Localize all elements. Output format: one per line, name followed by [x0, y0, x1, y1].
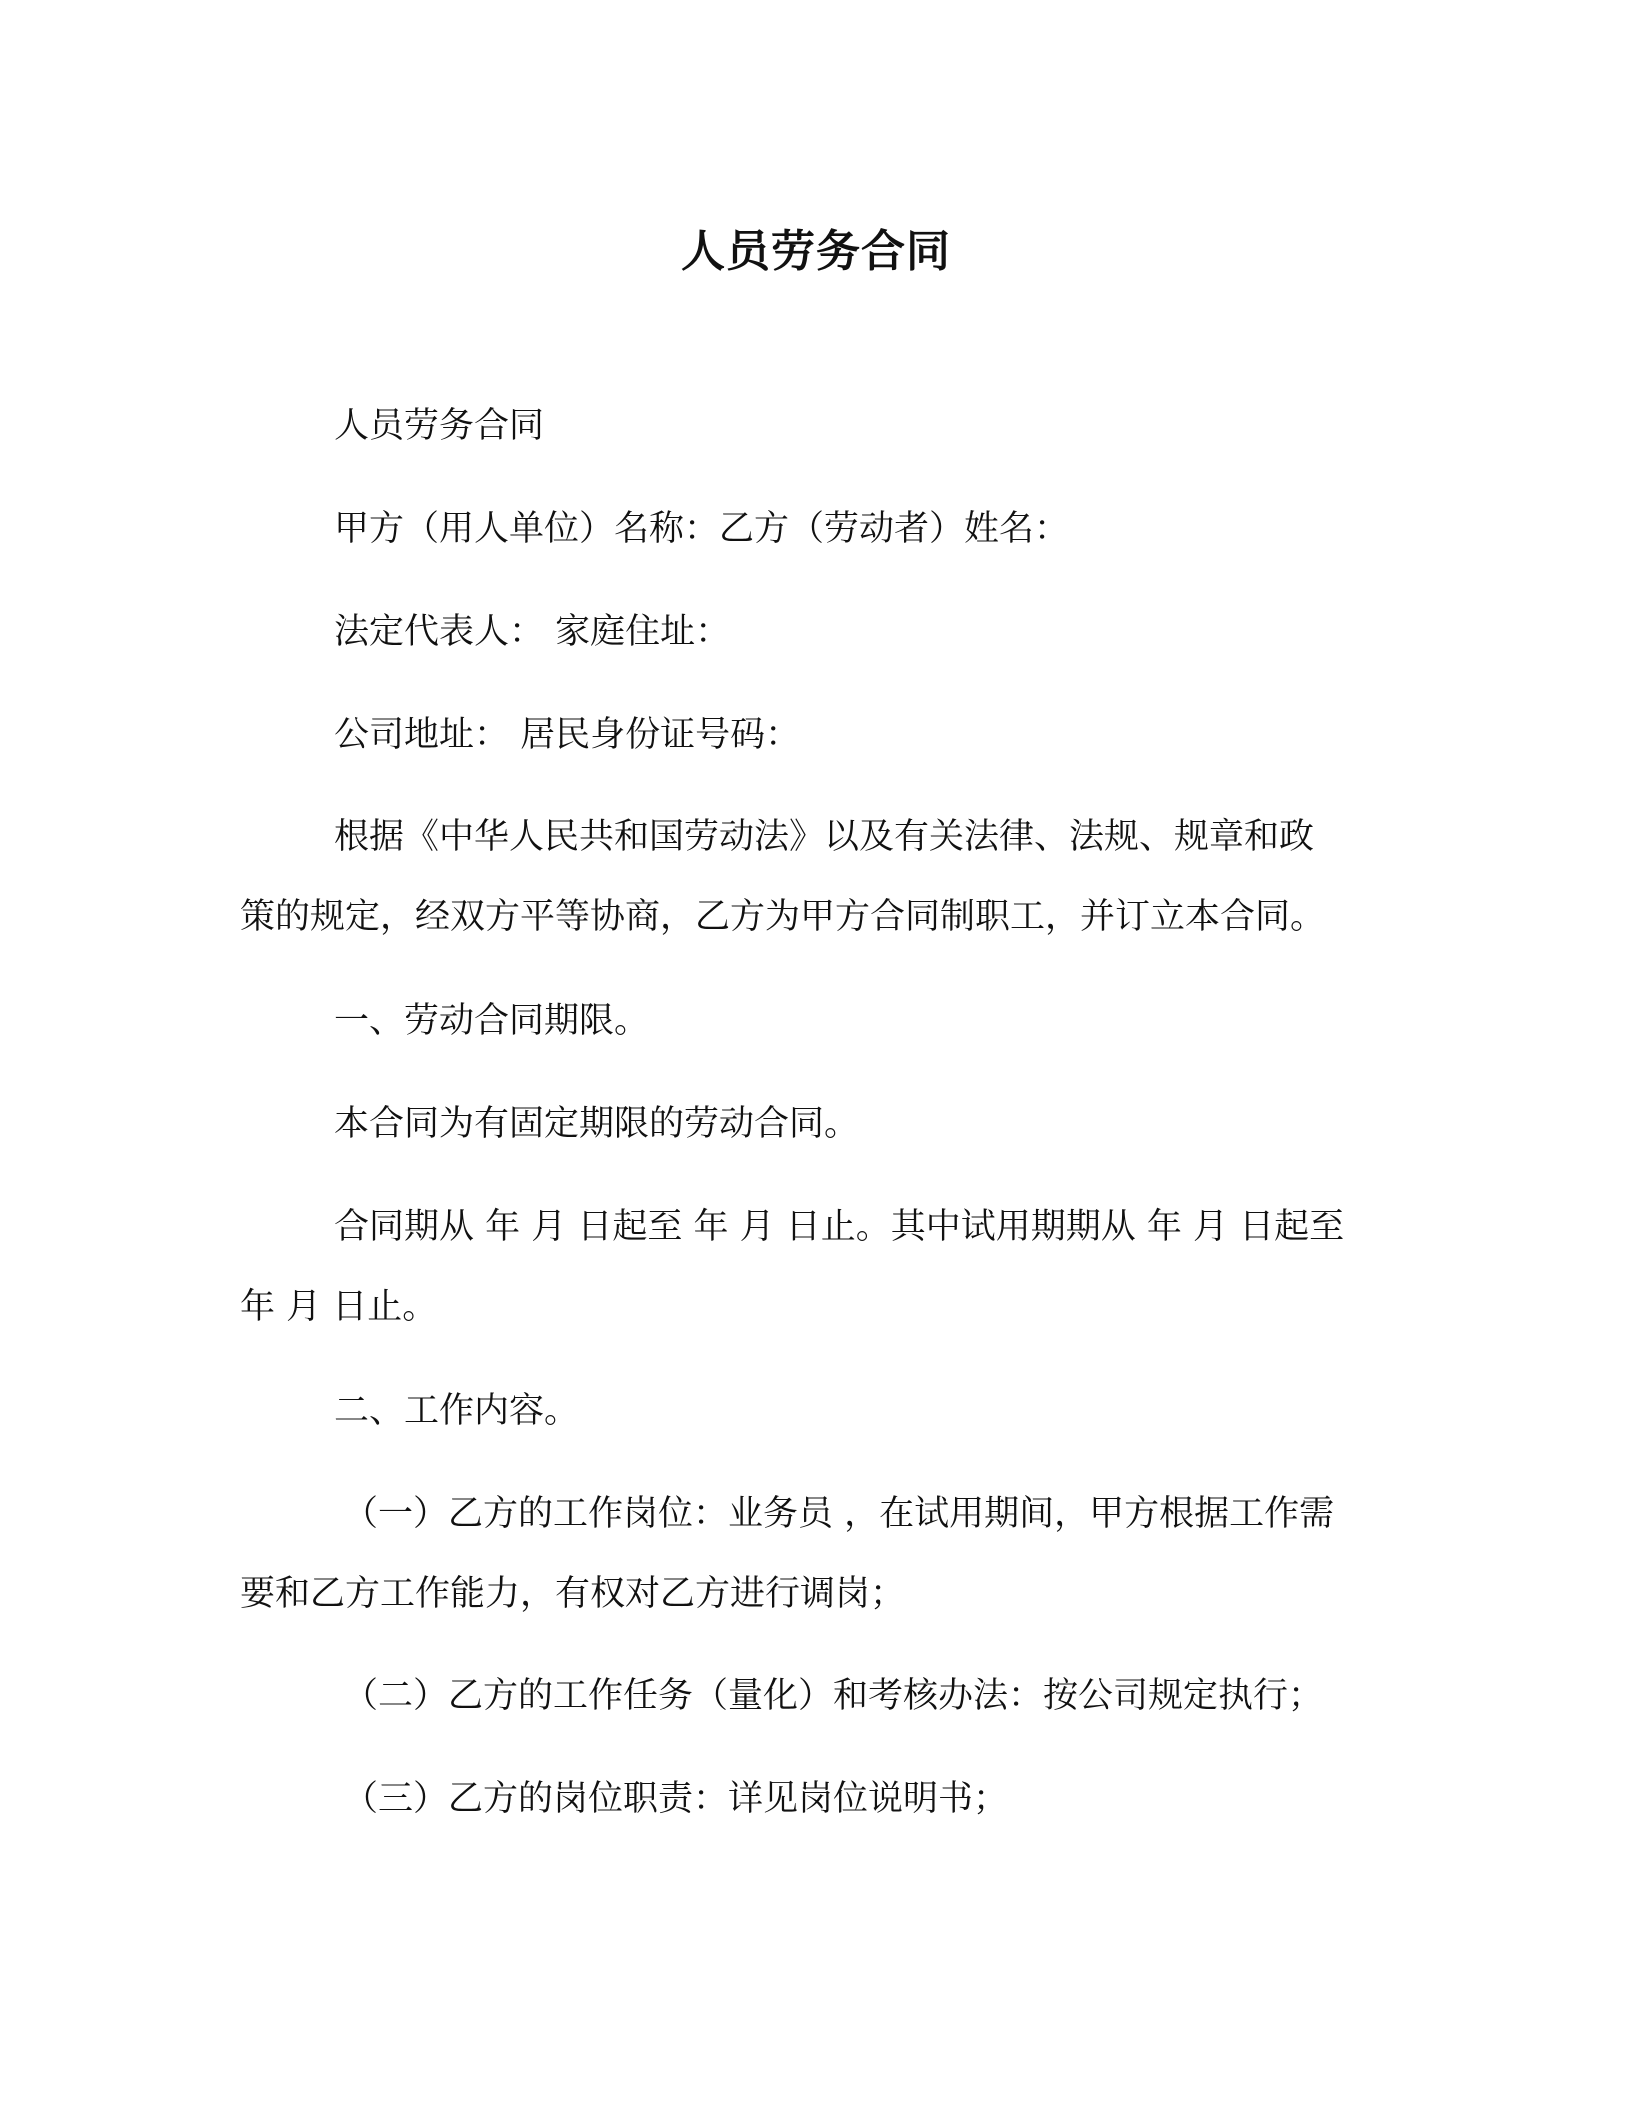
paragraph-work-tasks	[240, 1656, 1405, 1736]
paragraph-contract-period	[240, 1187, 1405, 1347]
paragraph-line: 要和乙方工作能力，有权对乙方进行调岗；	[240, 1574, 906, 1614]
section-heading-work-content	[240, 1371, 1405, 1451]
paragraph-text: 人员劳务合同	[334, 406, 545, 446]
paragraph-legal-representative	[240, 592, 1405, 672]
paragraph-line: 合同期从 年 月 日起至 年 月 日止。其中试用期期从 年 月 日起至	[334, 1207, 1345, 1247]
section-heading-contract-term	[240, 981, 1405, 1061]
paragraph-line: 策的规定，经双方平等协商，乙方为甲方合同制职工，并订立本合同。	[240, 897, 1326, 937]
document-title: 人员劳务合同	[681, 226, 951, 277]
paragraph-contract-heading	[240, 386, 1405, 466]
paragraph-text: 一、劳动合同期限。	[334, 1001, 650, 1041]
paragraph-fixed-term	[240, 1084, 1405, 1164]
paragraph-line: （一）乙方的工作岗位：业务员 ，在试用期间，甲方根据工作需	[343, 1494, 1335, 1534]
paragraph-line: 年 月 日止。	[240, 1287, 438, 1327]
paragraph-text: （三）乙方的岗位职责：详见岗位说明书；	[343, 1779, 1009, 1819]
paragraph-text: 法定代表人： 家庭住址：	[334, 612, 731, 652]
paragraph-text: 公司地址： 居民身份证号码：	[334, 715, 801, 755]
paragraph-company-address	[240, 695, 1405, 775]
paragraph-text: 本合同为有固定期限的劳动合同。	[334, 1104, 860, 1144]
paragraph-text: 甲方（用人单位）名称：乙方（劳动者）姓名：	[334, 509, 1070, 549]
paragraph-text: 二、工作内容。	[334, 1391, 580, 1431]
paragraph-legal-basis	[240, 797, 1405, 957]
paragraph-text: （二）乙方的工作任务（量化）和考核办法：按公司规定执行；	[343, 1676, 1324, 1716]
paragraph-work-position	[240, 1474, 1405, 1634]
paragraph-party-names	[240, 489, 1405, 569]
paragraph-job-duties	[240, 1759, 1405, 1839]
paragraph-line: 根据《中华人民共和国劳动法》以及有关法律、法规、规章和政	[334, 817, 1315, 857]
